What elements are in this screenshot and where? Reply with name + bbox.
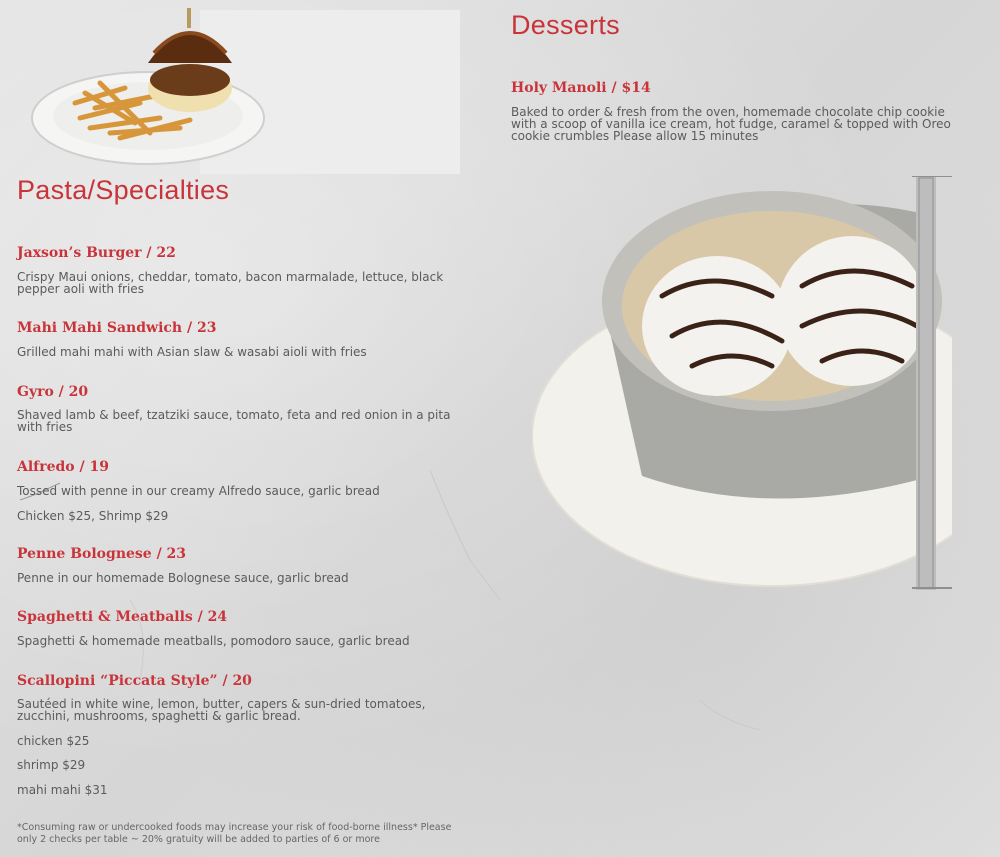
menu-item-description: Shaved lamb & beef, tzatziki sauce, tomato, feta and red onion in a pita with fries xyxy=(17,408,451,434)
burger-image xyxy=(30,8,270,173)
menu-item-option: chicken $25 xyxy=(17,734,90,748)
menu-item-description: Tossed with penne in our creamy Alfredo sauce, garlic bread xyxy=(17,484,380,498)
menu-item-name: Alfredo / 19 xyxy=(17,459,109,475)
menu-item-option: Chicken $25, Shrimp $29 xyxy=(17,509,169,523)
menu-item-description: Spaghetti & homemade meatballs, pomodoro sauce, garlic bread xyxy=(17,634,410,648)
menu-item-description: Grilled mahi mahi with Asian slaw & wasabi aioli with fries xyxy=(17,345,367,359)
menu-item-description: Penne in our homemade Bolognese sauce, garlic bread xyxy=(17,571,349,585)
menu-item-name: Penne Bolognese / 23 xyxy=(17,546,187,562)
desserts-section-title: Desserts xyxy=(511,10,620,40)
menu-item-name: Jaxson’s Burger / 22 xyxy=(17,245,176,261)
menu-item-name: Scallopini “Piccata Style” / 20 xyxy=(17,673,252,689)
menu-item-name: Holy Manoli / $14 xyxy=(511,80,651,96)
menu-item-description: Crispy Maui onions, cheddar, tomato, bacon marmalade, lettuce, black pepper aoli with fries xyxy=(17,270,444,296)
menu-item-name: Spaghetti & Meatballs / 24 xyxy=(17,609,228,625)
menu-item-name: Gyro / 20 xyxy=(17,384,89,400)
menu-item-option: shrimp $29 xyxy=(17,758,86,772)
disclaimer-text: *Consuming raw or undercooked foods may increase your risk of food-borne illness* Please only 2 checks per table ~ 20% gratuity will be added to parties of 6 or more xyxy=(17,822,452,845)
pasta-section-title: Pasta/Specialties xyxy=(17,175,230,205)
dessert-image xyxy=(532,176,952,590)
menu-item-description: Baked to order & fresh from the oven, homemade chocolate chip cookie with a scoop of vanilla ice cream, hot fudge, caramel & topped with Oreo cookie crumbles Please allow 15 minutes xyxy=(511,105,951,143)
menu-item-name: Mahi Mahi Sandwich / 23 xyxy=(17,320,217,336)
menu-item-option: mahi mahi $31 xyxy=(17,783,108,797)
menu-item-description: Sautéed in white wine, lemon, butter, capers & sun-dried tomatoes, zucchini, mushrooms, spaghetti & garlic bread. xyxy=(17,697,426,723)
